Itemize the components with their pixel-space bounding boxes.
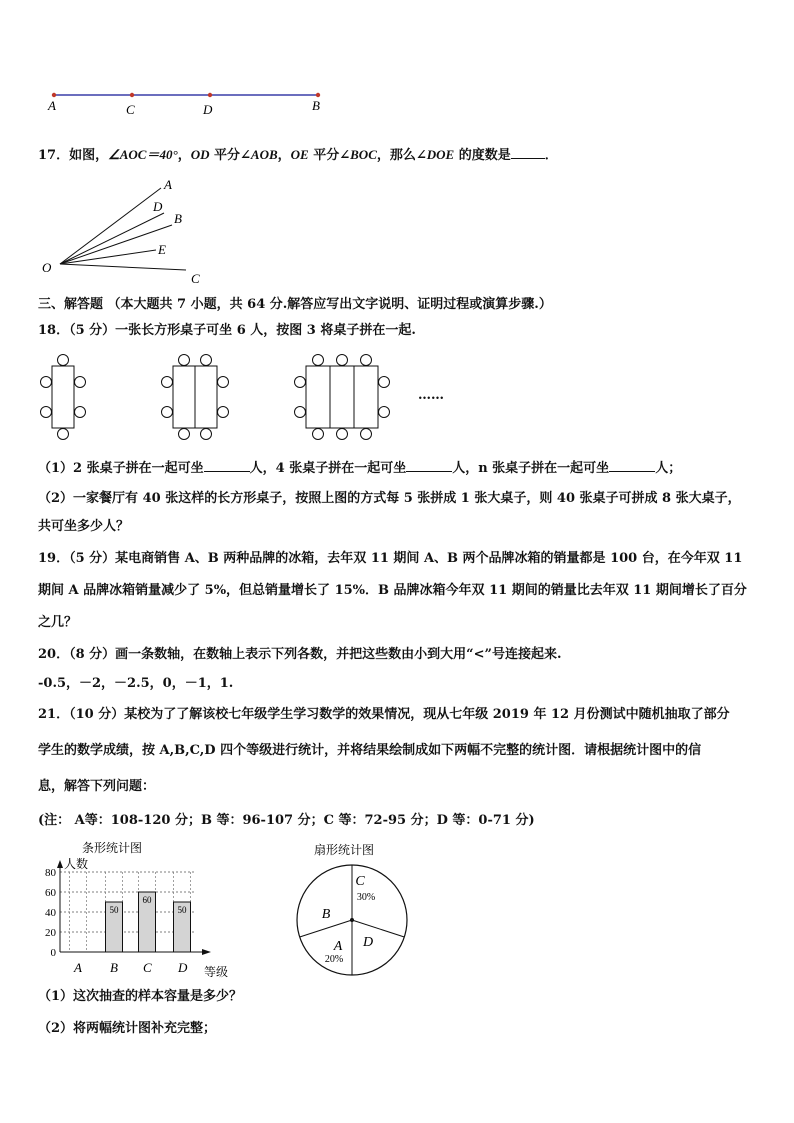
label-d: D (203, 102, 213, 117)
question-18: 18．（5 分）一张长方形桌子可坐 6 人，按图 3 将桌子拼在一起. (38, 323, 416, 338)
slice-percent-c: 30% (356, 892, 376, 903)
y-tick-label: 40 (45, 907, 56, 919)
tables-figure (36, 350, 466, 445)
answer-blank[interactable] (511, 145, 545, 159)
point-b (316, 93, 320, 97)
slice-label-d: D (362, 935, 374, 950)
answer-blank-2[interactable] (406, 458, 452, 472)
y-tick-label: 0 (50, 947, 56, 959)
ray-label-d: D (153, 199, 163, 214)
slice-label-c: C (355, 874, 365, 889)
x-tick-label: B (110, 960, 118, 975)
ray-label-a: A (164, 177, 172, 192)
question-21-line-3: 息，解答下列问题： (38, 779, 156, 794)
pie-chart (290, 838, 415, 978)
answer-blank-1[interactable] (204, 458, 250, 472)
x-tick-label: D (178, 960, 188, 975)
y-axis-arrow (57, 860, 63, 868)
y-axis-label: 人数 (64, 857, 89, 871)
x-tick-label: C (143, 960, 152, 975)
pie-center (350, 918, 354, 922)
point-a (52, 93, 56, 97)
x-tick-label: A (74, 960, 82, 975)
bar-value-label: 60 (142, 895, 152, 905)
question-21-line-1: 21．（10 分）某校为了了解该校七年级学生学习数学的效果情况，现从七年级 2019 年 12 月份测试中随机抽取了部分 (38, 707, 730, 722)
question-19-line-2: 期间 A 品牌冰箱销量减少了 5%，但总销量增长了 15%．B 品牌冰箱今年双 11 期间的销量比去年双 11 期间增长了百分 (38, 583, 747, 598)
angle-ray-figure (36, 175, 226, 290)
question-21-sub-2: （2）将两幅统计图补充完整； (38, 1021, 217, 1036)
x-axis-arrow (202, 949, 211, 955)
ray-label-b: B (174, 211, 182, 226)
question-19-line-1: 19．（5 分）某电商销售 A、B 两种品牌的冰箱，去年双 11 期间 A、B 两个品牌冰箱的销量都是 100 台，在今年双 11 (38, 551, 743, 566)
ellipsis: …… (418, 388, 444, 403)
question-21-line-2: 学生的数学成绩，按 A,B,C,D 四个等级进行统计，并将结果绘制成如下两幅不完整的统计图．请根据统计图中的信 (38, 743, 702, 758)
x-axis-label: 等级 (204, 965, 229, 978)
question-19-line-3: 之几？ (38, 615, 78, 630)
slice-label-a: A (333, 939, 343, 954)
label-a: A (48, 98, 56, 113)
y-tick-label: 60 (45, 887, 56, 899)
question-18-part-2: （2）一家餐厅有 40 张这样的长方形桌子，按照上图的方式每 5 张拼成 1 张大桌子，则 40 张桌子可拼成 8 张大桌子， (38, 491, 741, 506)
ray-label-c: C (191, 271, 200, 286)
question-21-note: (注： A等：108-120 分；B 等：96-107 分；C 等：72-95 分；D 等：0-71 分) (38, 813, 535, 828)
chart-title: 扇形统计图 (314, 843, 375, 857)
bar-value-label: 50 (109, 905, 119, 915)
question-17: 17．如图，∠AOC＝40°，OD 平分∠AOB，OE 平分∠BOC，那么∠DOE 的度数是 ． (38, 147, 558, 163)
ray-label-o: O (42, 260, 52, 275)
question-20-line-1: 20．（8 分）画一条数轴，在数轴上表示下列各数，并把这些数由小到大用“<”号连接起来. (38, 647, 562, 662)
y-tick-label: 20 (45, 927, 56, 939)
answer-blank-3[interactable] (609, 458, 655, 472)
label-b: B (312, 98, 320, 113)
bar-value-label: 50 (177, 905, 187, 915)
label-c: C (126, 102, 135, 117)
chart-title: 条形统计图 (82, 841, 143, 855)
question-21-sub-1: （1）这次抽查的样本容量是多少？ (38, 989, 243, 1004)
bar-chart (36, 838, 246, 978)
slice-percent-a: 20% (324, 954, 344, 965)
y-tick-label: 80 (45, 867, 56, 879)
question-18-part-1: （1）2 张桌子拼在一起可坐 人，4 张桌子拼在一起可坐 人，n 张桌子拼在一起可坐 人； (38, 458, 681, 478)
section-heading: 三、解答题 （本大题共 7 小题，共 64 分.解答应写出文字说明、证明过程或演算步骤.） (38, 297, 552, 312)
point-d (208, 93, 212, 97)
point-c (130, 93, 134, 97)
question-20-line-2: -0.5，－2，－2.5，0，－1，1. (38, 676, 234, 691)
slice-label-b: B (321, 907, 331, 922)
ray-label-e: E (158, 242, 166, 257)
question-18-part-2-cont: 共可坐多少人？ (38, 519, 130, 534)
segment-figure (40, 82, 340, 122)
